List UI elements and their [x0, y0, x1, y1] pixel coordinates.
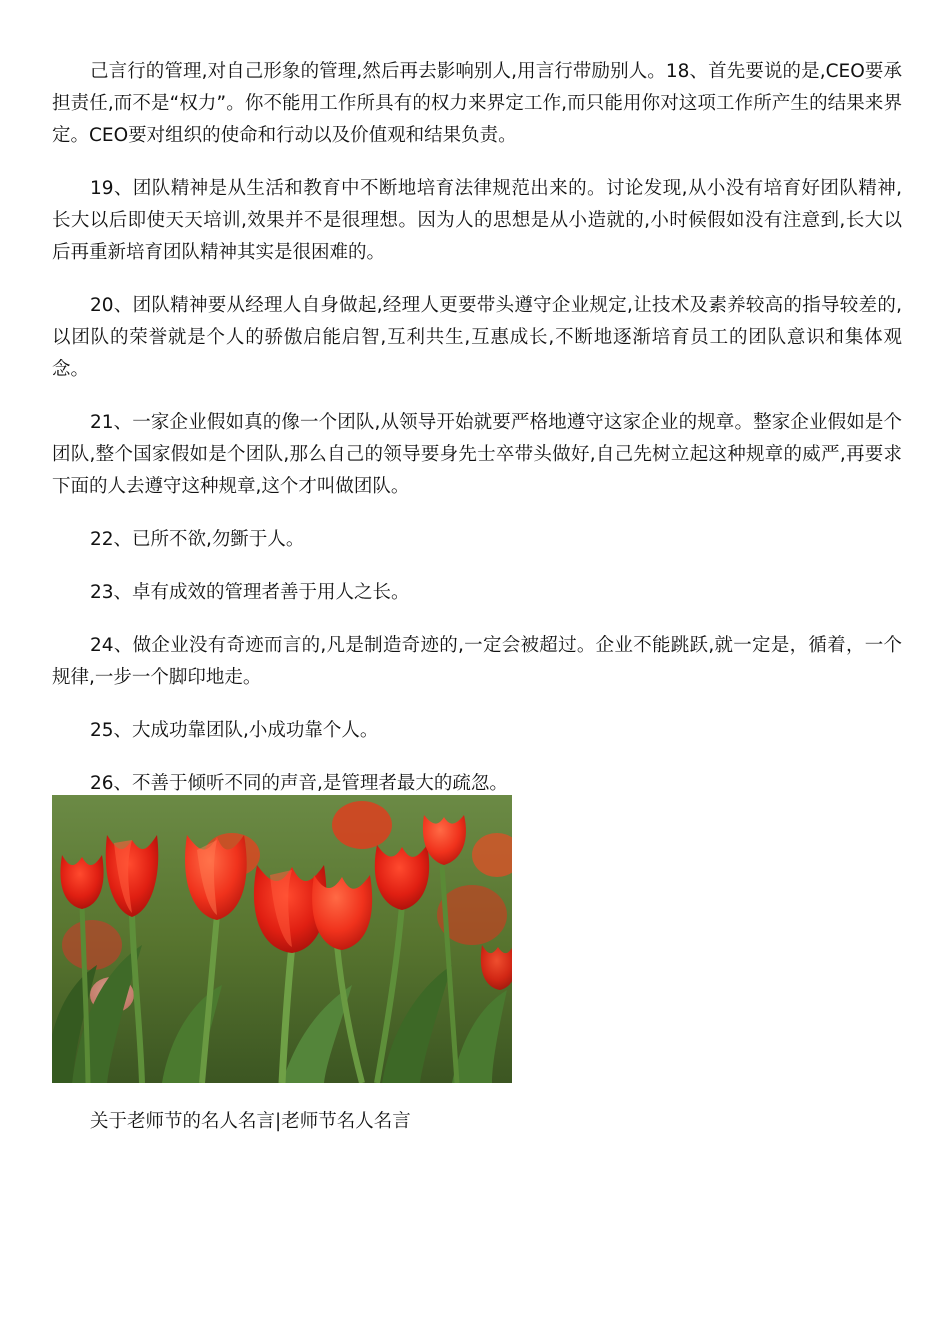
paragraph-20: 20、团队精神要从经理人自身做起,经理人更要带头遵守企业规定,让技术及素养较高的指导较差的,以团队的荣誉就是个人的骄傲启能启智,互利共生,互惠成长,不断地逐渐培育员工的团队意识和集体观念。: [52, 295, 902, 380]
paragraph-19: 19、团队精神是从生活和教育中不断地培育法律规范出来的。讨论发现,从小没有培育好团队精神,长大以后即使天天培训,效果并不是很理想。因为人的思想是从小造就的,小时候假如没有注意到,长大以后再重新培育团队精神其实是很困难的。: [52, 178, 902, 263]
paragraph-26: 26、不善于倾听不同的声音,是管理者最大的疏忽。: [90, 773, 508, 794]
paragraph-25: 25、大成功靠团队,小成功靠个人。: [90, 720, 379, 741]
paragraph-22: 22、已所不欲,勿斵于人。: [90, 529, 305, 550]
paragraph-1: 己言行的管理,对自己形象的管理,然后再去影响别人,用言行带励别人。18、首先要说的是,CEO要承担责任,而不是“权力”。你不能用工作所具有的权力来界定工作,而只能用你对这项工作所产生的结果来界定。CEO要对组织的使命和行动以及价值观和结果负责。: [52, 61, 902, 146]
image-caption: 关于老师节的名人名言|老师节名人名言: [90, 1111, 411, 1132]
document-body: [52, 56, 902, 821]
paragraph-24: 24、做企业没有奇迹而言的,凡是制造奇迹的,一定会被超过。企业不能跳跃,就一定是，循着，一个规律,一步一个脚印地走。: [52, 635, 902, 688]
tulip-illustration: [52, 795, 512, 1083]
paragraph-23: 23、卓有成效的管理者善于用人之长。: [90, 582, 410, 603]
paragraph-21: 21、一家企业假如真的像一个团队,从领导开始就要严格地遵守这家企业的规章。整家企业假如是个团队,整个国家假如是个团队,那么自己的领导要身先士卒带头做好,自己先树立起这种规章的威严,再要求下面的人去遵守这种规章,这个才叫做团队。: [52, 412, 902, 497]
tulip-photo: [52, 795, 512, 1083]
